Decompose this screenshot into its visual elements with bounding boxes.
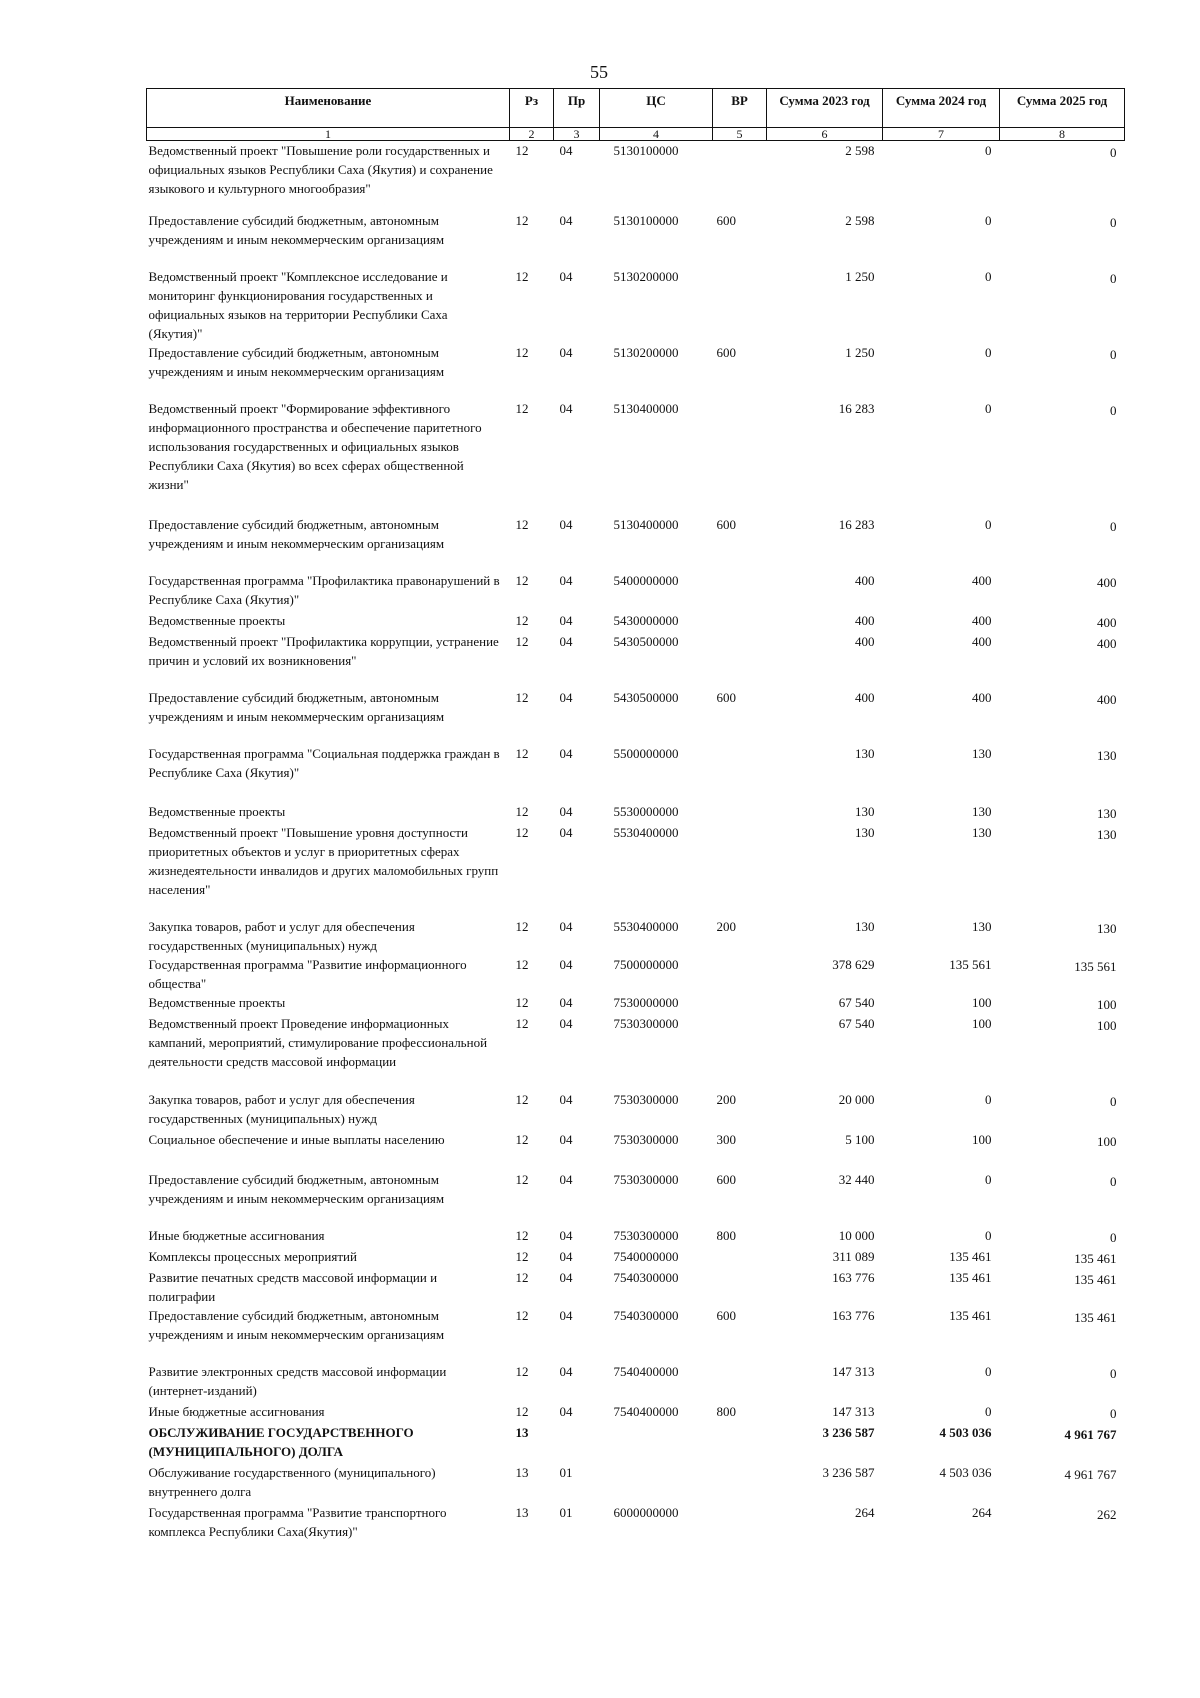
table-row [147,917,1125,955]
row-name: Предоставление субсидий бюджетным, автономным учреждениям и иным некоммерческим организациям [148,344,445,379]
row-sum-2025: 100 [1097,996,1117,1012]
row-cs [600,1423,713,1463]
row-rz: 12 [515,918,529,934]
header-rz: Рз [510,89,554,128]
row-sum-2023: 67 540 [838,1015,875,1031]
row-pr: 04 [559,689,573,705]
row-rz: 12 [515,572,529,588]
row-vr [713,1423,767,1463]
row-sum-2025: 400 [1097,574,1117,590]
row-vr [713,955,767,993]
row-pr: 04 [559,400,573,416]
row-name: Государственная программа "Профилактика правонарушений в Республике Саха (Якутия)" [148,572,500,607]
table-row [147,515,1125,571]
row-name: Ведомственный проект "Повышение роли государственных и официальных языков Республики Саха (Якутия) и сохранение языкового и культурного многообразия" [148,143,493,196]
row-sum-2024: 0 [985,516,992,532]
row-name: Предоставление субсидий бюджетным, автономным учреждениям и иным некоммерческим организациям [148,1307,445,1342]
row-sum-2024: 4 503 036 [939,1424,992,1440]
row-sum-2024: 135 461 [949,1307,992,1323]
row-sum-2025: 135 461 [1074,1250,1117,1266]
row-rz: 12 [515,1171,529,1187]
row-cs: 5500000000 [613,745,679,761]
row-sum-2024: 0 [985,1171,992,1187]
row-sum-2024: 0 [985,1363,992,1379]
row-sum-2025: 400 [1097,691,1117,707]
row-vr [713,141,767,211]
row-sum-2024: 0 [985,1227,992,1243]
row-vr [713,611,767,632]
row-sum-2023: 311 089 [832,1248,875,1264]
row-cs: 5400000000 [613,572,679,588]
row-rz: 12 [515,633,529,649]
table-row [147,955,1125,993]
row-vr [713,802,767,823]
row-cs: 5130100000 [613,143,679,158]
row-sum-2024: 135 461 [949,1269,992,1285]
row-rz: 12 [515,1131,529,1147]
row-sum-2023: 400 [855,572,875,588]
row-vr: 600 [716,1171,736,1187]
row-name: Комплексы процессных мероприятий [148,1248,357,1264]
table-row [147,1463,1125,1503]
row-pr: 04 [559,1131,573,1147]
header-cs: ЦС [600,89,713,128]
row-vr: 300 [716,1131,736,1147]
row-cs: 5130200000 [613,268,679,284]
row-sum-2023: 378 629 [832,956,875,972]
row-sum-2025: 0 [1110,346,1117,362]
row-name: Ведомственный проект Проведение информационных кампаний, мероприятий, стимулирование профессиональной деятельности средств массовой информации [148,1015,488,1069]
row-sum-2023: 3 236 587 [822,1464,875,1480]
row-sum-2024: 0 [985,268,992,284]
row-sum-2025: 262 [1097,1506,1117,1522]
row-pr: 04 [559,612,573,628]
row-sum-2025: 135 461 [1074,1271,1117,1287]
row-cs: 7530300000 [613,1091,679,1107]
table-row [147,744,1125,802]
row-sum-2024: 0 [985,1091,992,1107]
row-sum-2023: 130 [855,918,875,934]
row-name: Ведомственный проект "Профилактика коррупции, устранение причин и условий их возникновения" [148,633,499,668]
row-name: Развитие печатных средств массовой информации и полиграфии [148,1269,438,1304]
row-name: Ведомственный проект "Формирование эффективного информационного пространства и обеспечение паритетного использования государственных и официальных языков Республики Саха (Якутия) во всех сферах общественной жизни" [148,400,482,492]
table-row [147,611,1125,632]
row-name: Иные бюджетные ассигнования [148,1227,325,1243]
row-rz: 12 [515,1269,529,1285]
row-cs: 5530400000 [613,918,679,934]
row-name: Развитие электронных средств массовой информации (интернет-изданий) [148,1363,447,1398]
row-name: Социальное обеспечение и иные выплаты населению [148,1131,445,1147]
table-row [147,1226,1125,1247]
row-rz: 12 [515,212,529,228]
row-pr: 04 [559,143,573,158]
row-name: Предоставление субсидий бюджетным, автономным учреждениям и иным некоммерческим организациям [148,212,445,247]
row-rz: 12 [515,268,529,284]
row-sum-2024: 0 [985,344,992,360]
row-pr: 04 [559,516,573,532]
row-name: Государственная программа "Развитие информационного общества" [148,956,467,991]
row-cs: 7540400000 [613,1363,679,1379]
table-row [147,1090,1125,1130]
row-vr: 800 [716,1403,736,1419]
row-pr: 04 [559,1015,573,1031]
column-number: 2 [510,128,554,141]
row-vr [713,1247,767,1268]
row-sum-2024: 130 [972,745,992,761]
row-sum-2023: 67 540 [838,994,875,1010]
row-rz: 12 [515,516,529,532]
row-sum-2024: 400 [972,612,992,628]
row-cs: 7530300000 [613,1171,679,1187]
row-name: Ведомственный проект "Повышение уровня доступности приоритетных объектов и услуг в приоритетных сферах жизнедеятельности инвалидов и других маломобильных групп населения" [148,824,499,897]
row-pr: 04 [559,803,573,819]
header-sum-2024: Сумма 2024 год [883,89,1000,128]
row-sum-2023: 400 [855,612,875,628]
row-vr [713,571,767,611]
row-name: Ведомственный проект "Комплексное исследование и мониторинг функционирования государственных и официальных языков на территории Республики Саха (Якутия)" [148,268,448,341]
row-cs: 5130400000 [613,400,679,416]
row-sum-2025: 0 [1110,214,1117,230]
table-row [147,632,1125,688]
row-vr [713,1268,767,1306]
row-sum-2024: 4 503 036 [939,1464,992,1480]
row-pr: 04 [559,824,573,840]
row-sum-2024: 135 561 [949,956,992,972]
row-sum-2025: 100 [1097,1017,1117,1033]
column-number: 6 [767,128,883,141]
row-sum-2024: 135 461 [949,1248,992,1264]
row-name: Закупка товаров, работ и услуг для обеспечения государственных (муниципальных) нужд [148,918,415,953]
row-rz: 13 [515,1504,529,1520]
column-number: 8 [1000,128,1125,141]
row-name: ОБСЛУЖИВАНИЕ ГОСУДАРСТВЕННОГО (МУНИЦИПАЛЬНОГО) ДОЛГА [148,1424,414,1459]
row-pr: 04 [559,1091,573,1107]
row-sum-2025: 0 [1110,1365,1117,1381]
row-sum-2023: 16 283 [838,400,875,416]
row-sum-2023: 10 000 [838,1227,875,1243]
row-pr: 04 [559,994,573,1010]
row-cs: 5130100000 [613,212,679,228]
row-pr: 04 [559,956,573,972]
row-cs: 7540300000 [613,1307,679,1323]
row-rz: 12 [515,803,529,819]
row-sum-2025: 130 [1097,747,1117,763]
row-name: Ведомственные проекты [148,612,286,628]
row-pr: 04 [559,1403,573,1419]
row-sum-2025: 0 [1110,1229,1117,1245]
row-vr: 800 [716,1227,736,1243]
row-cs: 5530400000 [613,824,679,840]
row-cs: 7540400000 [613,1403,679,1419]
row-sum-2023: 147 313 [832,1363,875,1379]
row-pr: 04 [559,212,573,228]
row-sum-2023: 20 000 [838,1091,875,1107]
row-sum-2023: 400 [855,689,875,705]
row-vr [713,1463,767,1503]
row-vr: 200 [716,918,736,934]
row-sum-2025: 130 [1097,920,1117,936]
table-row [147,823,1125,917]
row-sum-2024: 400 [972,572,992,588]
header-pr: Пр [554,89,600,128]
row-pr: 01 [559,1504,573,1520]
row-cs: 6000000000 [613,1504,679,1520]
table-row [147,211,1125,267]
row-sum-2025: 135 561 [1074,958,1117,974]
row-vr [713,267,767,343]
row-pr: 04 [559,1269,573,1285]
row-sum-2023: 3 236 587 [822,1424,875,1440]
table-row [147,267,1125,343]
row-pr: 04 [559,1227,573,1243]
row-sum-2025: 0 [1110,270,1117,286]
row-cs: 5130400000 [613,516,679,532]
row-sum-2023: 16 283 [838,516,875,532]
row-sum-2023: 5 100 [845,1131,875,1147]
row-sum-2025: 0 [1110,145,1117,160]
row-sum-2024: 100 [972,1015,992,1031]
row-name: Предоставление субсидий бюджетным, автономным учреждениям и иным некоммерческим организациям [148,1171,445,1206]
row-pr: 04 [559,633,573,649]
row-pr: 04 [559,745,573,761]
row-pr [554,1423,600,1463]
table-row [147,343,1125,399]
row-sum-2025: 400 [1097,635,1117,651]
row-rz: 12 [515,824,529,840]
row-sum-2024: 130 [972,824,992,840]
row-sum-2023: 32 440 [838,1171,875,1187]
row-cs: 7500000000 [613,956,679,972]
row-cs: 7540000000 [613,1248,679,1264]
row-rz: 12 [515,143,529,158]
row-rz: 12 [515,1091,529,1107]
row-name: Иные бюджетные ассигнования [148,1403,325,1419]
row-sum-2025: 0 [1110,1093,1117,1109]
row-sum-2024: 400 [972,633,992,649]
row-sum-2023: 163 776 [832,1307,875,1323]
row-sum-2023: 1 250 [845,344,875,360]
row-name: Предоставление субсидий бюджетным, автономным учреждениям и иным некоммерческим организациям [148,689,445,724]
table-row [147,1503,1125,1543]
row-rz: 12 [515,1403,529,1419]
row-sum-2025: 4 961 767 [1064,1426,1117,1442]
row-sum-2024: 0 [985,212,992,228]
row-rz: 12 [515,400,529,416]
row-vr [713,823,767,917]
table-row [147,399,1125,515]
row-rz: 12 [515,994,529,1010]
row-rz: 12 [515,1015,529,1031]
row-sum-2025: 400 [1097,614,1117,630]
column-number: 3 [554,128,600,141]
row-rz: 13 [515,1424,529,1440]
header-vr: ВР [713,89,767,128]
row-name: Ведомственные проекты [148,994,286,1010]
row-cs: 5130200000 [613,344,679,360]
table-row [147,1402,1125,1423]
row-rz: 12 [515,612,529,628]
table-row [147,688,1125,744]
row-cs: 5430000000 [613,612,679,628]
table-row [147,571,1125,611]
header-name: Наименование [147,89,510,128]
row-rz: 13 [515,1464,529,1480]
table-row [147,1423,1125,1463]
column-number: 5 [713,128,767,141]
table-row [147,1306,1125,1362]
row-pr: 04 [559,1307,573,1323]
column-number: 7 [883,128,1000,141]
row-sum-2023: 130 [855,745,875,761]
row-vr: 600 [716,1307,736,1323]
row-vr: 600 [716,689,736,705]
row-rz: 12 [515,745,529,761]
header-sum-2023: Сумма 2023 год [767,89,883,128]
row-pr: 04 [559,1363,573,1379]
row-cs: 5530000000 [613,803,679,819]
row-vr [713,1503,767,1543]
row-sum-2024: 0 [985,1403,992,1419]
row-rz: 12 [515,956,529,972]
row-sum-2025: 4 961 767 [1064,1466,1117,1482]
table-body [147,141,1125,1543]
row-rz: 12 [515,1227,529,1243]
row-name: Обслуживание государственного (муниципального) внутреннего долга [148,1464,436,1499]
row-sum-2024: 130 [972,803,992,819]
table-row [147,1170,1125,1226]
row-vr: 600 [716,212,736,228]
row-rz: 12 [515,344,529,360]
row-sum-2023: 400 [855,633,875,649]
row-sum-2025: 135 461 [1074,1309,1117,1325]
row-pr: 04 [559,344,573,360]
row-sum-2023: 2 598 [845,143,875,158]
row-pr: 04 [559,1248,573,1264]
row-sum-2024: 400 [972,689,992,705]
row-vr: 600 [716,516,736,532]
column-number: 1 [147,128,510,141]
row-vr: 200 [716,1091,736,1107]
row-sum-2023: 163 776 [832,1269,875,1285]
row-sum-2025: 0 [1110,402,1117,418]
row-cs: 7530000000 [613,994,679,1010]
row-vr [713,1014,767,1090]
row-sum-2024: 100 [972,994,992,1010]
table-row [147,1247,1125,1268]
row-vr: 600 [716,344,736,360]
row-name: Государственная программа "Развитие транспортного комплекса Республики Саха(Якутия)" [148,1504,447,1539]
table-row [147,993,1125,1014]
row-pr: 04 [559,268,573,284]
table-row [147,802,1125,823]
row-cs: 7540300000 [613,1269,679,1285]
budget-table-container [146,88,1124,1543]
table-row [147,1130,1125,1170]
row-sum-2023: 130 [855,803,875,819]
row-sum-2024: 130 [972,918,992,934]
row-rz: 12 [515,689,529,705]
row-sum-2025: 100 [1097,1133,1117,1149]
row-sum-2024: 100 [972,1131,992,1147]
page-number: 55 [590,62,608,82]
row-vr [713,744,767,802]
row-rz: 12 [515,1248,529,1264]
row-sum-2024: 0 [985,143,992,158]
row-vr [713,399,767,515]
row-pr: 04 [559,918,573,934]
row-pr: 01 [559,1464,573,1480]
table-row [147,141,1125,211]
row-sum-2025: 0 [1110,518,1117,534]
header-sum-2025: Сумма 2025 год [1000,89,1125,128]
row-sum-2025: 130 [1097,805,1117,821]
row-cs [600,1463,713,1503]
row-name: Ведомственные проекты [148,803,286,819]
row-sum-2023: 2 598 [845,212,875,228]
column-number: 4 [600,128,713,141]
row-cs: 7530300000 [613,1015,679,1031]
table-row [147,1362,1125,1402]
row-rz: 12 [515,1307,529,1323]
row-sum-2025: 130 [1097,826,1117,842]
row-vr [713,632,767,688]
row-pr: 04 [559,1171,573,1187]
row-sum-2025: 0 [1110,1173,1117,1189]
budget-table [146,88,1125,1543]
row-name: Предоставление субсидий бюджетным, автономным учреждениям и иным некоммерческим организациям [148,516,445,551]
table-row [147,1014,1125,1090]
row-sum-2024: 264 [972,1504,992,1520]
row-name: Государственная программа "Социальная поддержка граждан в Республике Саха (Якутия)" [148,745,500,780]
row-cs: 5430500000 [613,633,679,649]
row-sum-2025: 0 [1110,1405,1117,1421]
row-vr [713,1362,767,1402]
row-vr [713,993,767,1014]
row-pr: 04 [559,572,573,588]
row-sum-2023: 264 [855,1504,875,1520]
row-cs: 5430500000 [613,689,679,705]
table-row [147,1268,1125,1306]
row-sum-2023: 147 313 [832,1403,875,1419]
row-sum-2023: 130 [855,824,875,840]
table-header [147,89,1125,141]
row-cs: 7530300000 [613,1131,679,1147]
row-rz: 12 [515,1363,529,1379]
row-sum-2023: 1 250 [845,268,875,284]
row-sum-2024: 0 [985,400,992,416]
row-cs: 7530300000 [613,1227,679,1243]
row-name: Закупка товаров, работ и услуг для обеспечения государственных (муниципальных) нужд [148,1091,415,1126]
